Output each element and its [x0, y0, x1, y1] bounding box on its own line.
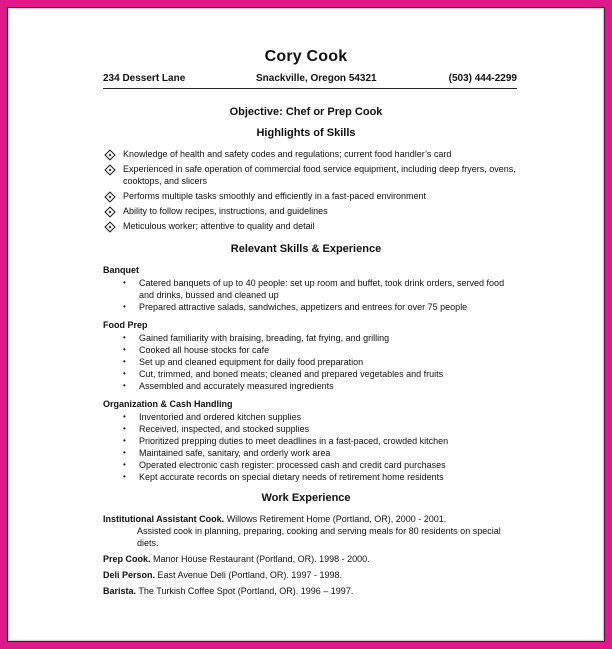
category-banquet: Banquet	[103, 265, 139, 275]
list-item: • Operated electronic cash register: processed cash and credit card purchases	[123, 460, 446, 470]
bullet-icon: •	[123, 472, 126, 481]
list-item: • Gained familiarity with braising, breading, fat frying, and grilling	[123, 333, 390, 343]
job-title: Barista.	[103, 586, 137, 596]
list-item: • Inventoried and ordered kitchen supplies	[123, 412, 302, 422]
organization-list	[121, 411, 521, 483]
job-entry	[103, 569, 513, 581]
bullet-icon: •	[123, 369, 126, 378]
diamond-bullet-icon	[104, 164, 115, 175]
list-item: • Assembled and accurately measured ingredients	[123, 381, 334, 391]
job-description: Assisted cook in planning, preparing, cooking and serving meals for 80 residents on special diets.	[137, 526, 501, 548]
job-detail: Willows Retirement Home (Portland, OR), 2000 - 2001.	[224, 514, 447, 524]
diamond-bullet-icon	[104, 221, 115, 232]
work-list	[103, 513, 513, 601]
list-item: • Received, inspected, and stocked supplies	[123, 424, 310, 434]
diamond-bullet-icon	[104, 191, 115, 202]
bullet-icon: •	[123, 436, 126, 445]
job-detail: East Avenue Deli (Portland, OR). 1997 - 1998.	[155, 570, 342, 580]
bullet-icon: •	[123, 448, 126, 457]
category-food-prep: Food Prep	[103, 320, 148, 330]
experience-title: Relevant Skills & Experience	[230, 243, 382, 255]
list-item: • Maintained safe, sanitary, and orderly work area	[123, 448, 331, 458]
job-entry	[103, 585, 513, 597]
job-entry	[103, 513, 513, 549]
banquet-list	[121, 277, 521, 313]
diamond-bullet-icon	[104, 149, 115, 160]
bullet-icon: •	[123, 357, 126, 366]
list-item: • Prepared attractive salads, sandwiches, appetizers and entrees for over 75 people	[123, 302, 468, 312]
category-organization: Organization & Cash Handling	[103, 399, 233, 409]
contact-address: 234 Dessert Lane	[103, 73, 186, 84]
bullet-icon: •	[123, 381, 126, 390]
bullet-icon: •	[123, 460, 126, 469]
resume-name: Cory Cook	[264, 48, 348, 65]
bullet-icon: •	[123, 412, 126, 421]
work-title: Work Experience	[261, 492, 351, 504]
list-item: • Cooked all house stocks for cafe	[123, 345, 270, 355]
list-item: Performs multiple tasks smoothly and efficiently in a fast-paced environment	[103, 190, 523, 202]
list-item: Ability to follow recipes, instructions, and guidelines	[103, 205, 523, 217]
highlights-title: Highlights of Skills	[256, 127, 356, 139]
contact-city: Snackville, Oregon 54321	[256, 73, 377, 84]
bullet-icon: •	[123, 424, 126, 433]
job-title: Deli Person.	[103, 570, 156, 580]
list-item: • Kept accurate records on special dietary needs of retirement home residents	[123, 472, 444, 482]
bullet-icon: •	[123, 278, 126, 287]
bullet-icon: •	[123, 302, 126, 311]
objective: Objective: Chef or Prep Cook	[229, 106, 383, 118]
highlights-list	[103, 148, 523, 235]
diamond-bullet-icon	[104, 206, 115, 217]
job-detail: Manor House Restaurant (Portland, OR). 1998 - 2000.	[150, 554, 370, 564]
contact-phone: (503) 444-2299	[448, 73, 517, 84]
job-title: Prep Cook.	[103, 554, 151, 564]
list-item: • Prioritized prepping duties to meet deadlines in a fast-paced, crowded kitchen	[123, 436, 449, 446]
food-prep-list	[121, 332, 521, 392]
header-divider	[103, 88, 517, 89]
list-item: Experienced in safe operation of commercial food service equipment, including deep fryers, ovens, cooktops, and slicers	[103, 163, 523, 187]
contact-line	[103, 73, 517, 87]
bullet-icon: •	[123, 333, 126, 342]
list-item: Knowledge of health and safety codes and regulations; current food handler’s card	[103, 148, 523, 160]
list-item: • Catered banquets of up to 40 people: set up room and buffet, took drink orders, served food and drinks, bussed and cleaned up	[123, 278, 505, 300]
job-entry	[103, 553, 513, 565]
list-item: Meticulous worker; attentive to quality and detail	[103, 220, 523, 232]
job-detail: The Turkish Coffee Spot (Portland, OR). 1996 – 1997.	[136, 586, 354, 596]
bullet-icon: •	[123, 345, 126, 354]
list-item: • Cut, trimmed, and boned meats; cleaned and prepared vegetables and fruits	[123, 369, 444, 379]
list-item: • Set up and cleaned equipment for daily food preparation	[123, 357, 364, 367]
job-title: Institutional Assistant Cook.	[103, 514, 225, 524]
